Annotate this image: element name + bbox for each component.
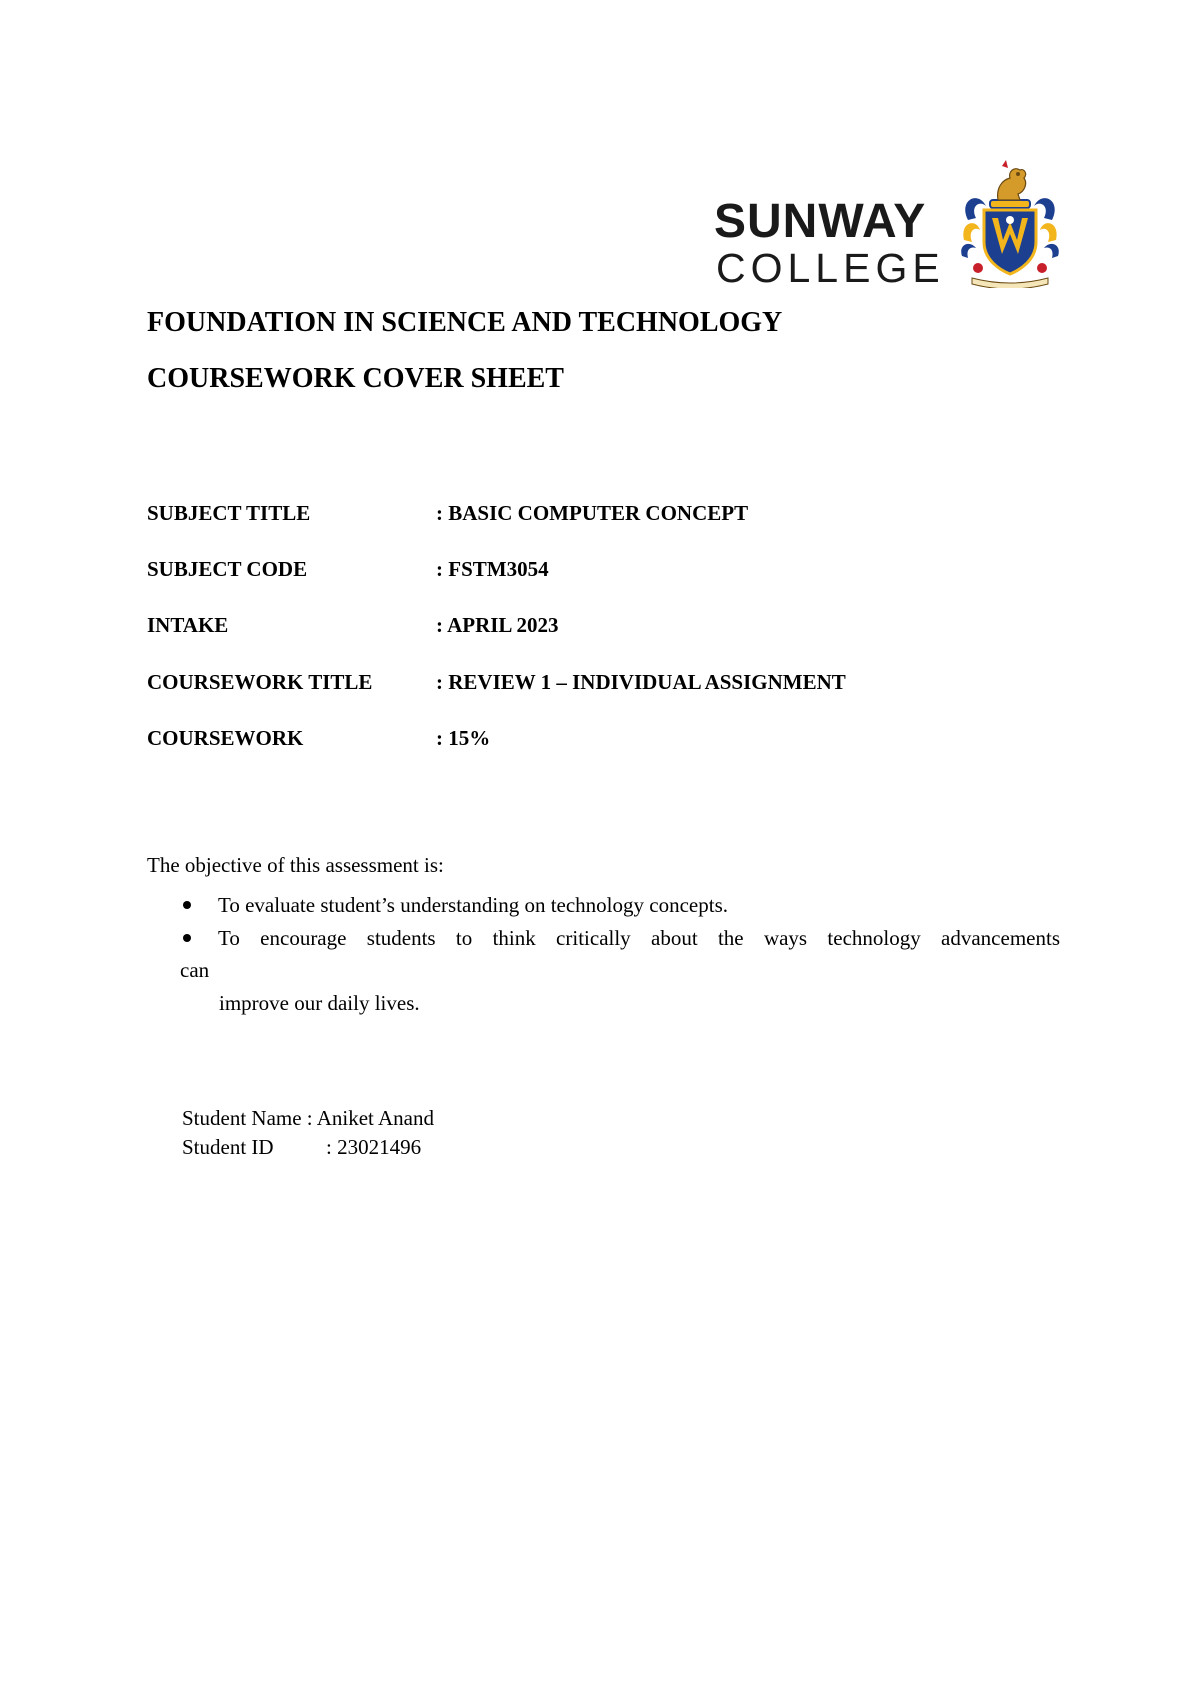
subject-title-label: SUBJECT TITLE (147, 501, 311, 525)
student-id-label: Student ID (182, 1135, 274, 1159)
subject-title-value: : BASIC COMPUTER CONCEPT (436, 501, 749, 525)
coursework-title-value: : REVIEW 1 – INDIVIDUAL ASSIGNMENT (436, 670, 846, 694)
sunway-college-logo (714, 160, 1064, 291)
student-name: Student Name : Aniket Anand (182, 1106, 434, 1130)
coursework-weight-value: : 15% (436, 726, 491, 750)
subject-code-value: : FSTM3054 (436, 557, 549, 581)
bullet-icon (183, 934, 191, 942)
logo-text-sunway: SUNWAY (714, 195, 927, 248)
intake-label: INTAKE (147, 613, 229, 637)
college-crest-icon (958, 160, 1062, 288)
heading-line-1: FOUNDATION IN SCIENCE AND TECHNOLOGY (147, 307, 783, 338)
coursework-weight-label: COURSEWORK (147, 726, 304, 750)
student-id-value: : 23021496 (326, 1135, 422, 1159)
objective-intro: The objective of this assessment is: (147, 853, 444, 877)
subject-code-label: SUBJECT CODE (147, 557, 308, 581)
heading-line-2: COURSEWORK COVER SHEET (147, 363, 564, 394)
objective-bullet-2-line-1: To encourage students to think critically about the ways technology advancements (218, 926, 1060, 950)
logo-text-college: COLLEGE (716, 245, 945, 291)
coursework-title-label: COURSEWORK TITLE (147, 670, 373, 694)
intake-value: : APRIL 2023 (436, 613, 559, 637)
bullet-icon (183, 901, 191, 909)
objective-bullet-1: To evaluate student’s understanding on technology concepts. (218, 893, 728, 917)
objective-bullet-2-line-3: improve our daily lives. (219, 991, 420, 1015)
objective-bullet-2-line-2: can (180, 958, 210, 982)
